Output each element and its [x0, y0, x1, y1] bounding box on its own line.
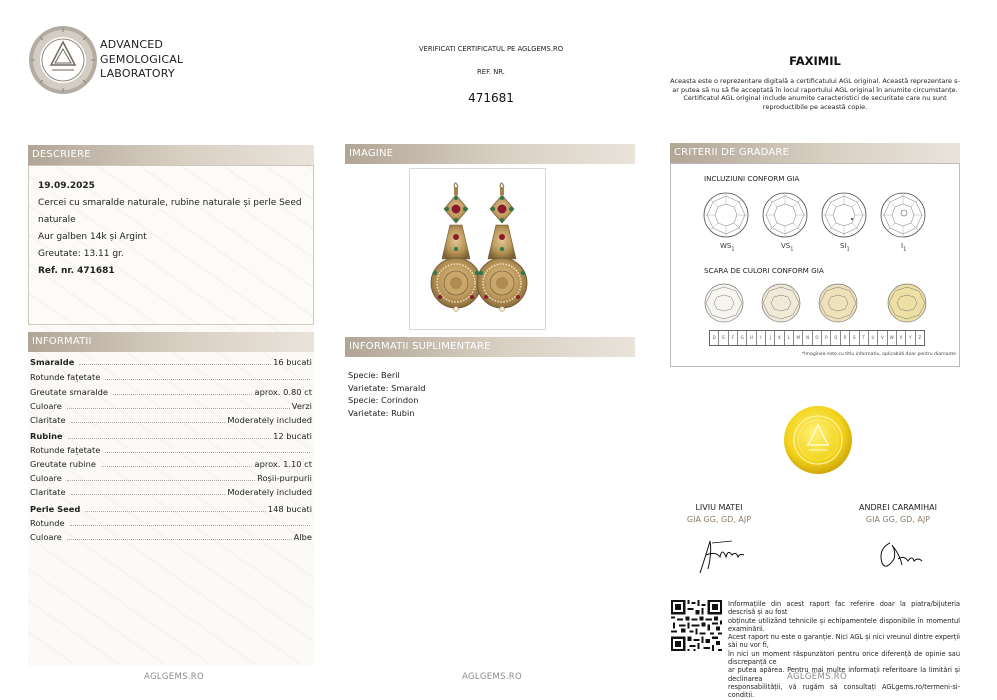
signer-right-name: ANDREI CARAMIHAI: [858, 503, 937, 512]
row-label: Culoare: [30, 473, 62, 483]
lab-name-line2: GEMOLOGICAL: [100, 52, 184, 66]
info-suplimentare-content: [348, 369, 426, 419]
color-scale-cell: I: [757, 331, 766, 345]
table-row: [30, 444, 312, 456]
lab-name: [100, 38, 183, 82]
table-row: [30, 356, 312, 368]
table-row: [30, 371, 312, 383]
color-scale-cell: R: [841, 331, 850, 345]
disclaimer-line6: responsabilității, vă rugăm să consultați AGLgems.ro/termeni-si-conditii.: [728, 682, 960, 700]
color-scale: [709, 330, 925, 346]
table-row: [30, 503, 312, 515]
faximil-text-line2: ar putea să nu să fie acceptată în locul raportului AGL original în anumite circumstanțe.: [672, 85, 958, 94]
disclaimer-line4: în nici un moment răspunzători pentru orice diferență de opinie sau discrepanță ce: [728, 649, 960, 667]
signer-right-title: GIA GG, GD, AJP: [865, 515, 931, 524]
table-row: [30, 486, 312, 498]
disclaimer-text: [728, 600, 960, 700]
qr-code-icon: [671, 600, 722, 651]
descriere-ref: Ref. nr. 471681: [38, 266, 115, 276]
disclaimer-line2: obținute utilizând tehnicile și echipamentele disponibile în momentul examinării.: [728, 616, 960, 633]
clarity-label-vs: $VS_1$: [781, 242, 794, 253]
color-scale-cell: L: [785, 331, 794, 345]
info-sup-line3: Specie: Corindon: [348, 395, 419, 405]
row-label: Rotunde fațetate: [30, 372, 101, 382]
row-label: Smaralde: [30, 357, 75, 367]
descriere-line3: Aur galben 14k și Argint: [38, 232, 147, 242]
row-value: Albe: [293, 532, 312, 542]
color-scale-cell: N: [803, 331, 812, 345]
incluziuni-title: INCLUZIUNI CONFORM GIA: [704, 174, 800, 183]
culori-title: SCARA DE CULORI CONFORM GIA: [704, 266, 824, 275]
clarity-diamonds: [700, 189, 945, 259]
table-row: [30, 517, 312, 529]
row-value: Moderately included: [227, 487, 312, 497]
imagine-header: IMAGINE: [345, 144, 635, 164]
row-value: 148 bucati: [267, 504, 312, 514]
row-value: 12 bucati: [273, 431, 312, 441]
row-label: Culoare: [30, 532, 62, 542]
descriere-line4: Greutate: 13.11 gr.: [38, 249, 124, 259]
disclaimer-line3: Acest raport nu este o garanție. Nici AGL și nici vreunul dintre experții săi nu vor fi,: [728, 633, 960, 650]
color-scale-cell: G: [738, 331, 747, 345]
signature-right: [872, 535, 927, 575]
signature-left-icon: [692, 533, 752, 578]
color-diamonds-icon: [700, 283, 945, 325]
lab-seal-icon: [28, 25, 98, 95]
criterii-footnote: *Imaginea este cu titlu informativ, aplicabilă doar pentru diamante: [801, 352, 956, 357]
row-label: Rubine: [30, 431, 63, 441]
footer-left-link[interactable]: AGLGEMS.RO: [144, 672, 204, 682]
color-diamonds: [700, 283, 945, 325]
signature-right-icon: [872, 535, 927, 575]
descriere-header: DESCRIERE: [28, 145, 314, 165]
ref-label: REF. NR.: [477, 68, 505, 76]
gold-seal: [783, 405, 853, 475]
color-scale-cell: F: [729, 331, 738, 345]
row-label: Greutate rubine: [30, 459, 96, 469]
lab-name-line3: LABORATORY: [100, 67, 175, 80]
color-scale-cell: J: [766, 331, 775, 345]
color-scale-cell: Q: [831, 331, 840, 345]
signature-left: [692, 533, 752, 578]
verify-text: VERIFICATI CERTIFICATUL PE AGLGEMS.RO: [418, 45, 564, 53]
descriere-line1: Cercei cu smaralde naturale, rubine naturale și perle Seed: [38, 198, 302, 208]
criterii-header: CRITERII DE GRADARE: [670, 143, 960, 163]
table-row: [30, 430, 312, 442]
row-value: aprox. 1.10 ct: [254, 459, 312, 469]
row-label: Perle Seed: [30, 504, 81, 514]
faximil-text-line1: Aceasta este o reprezentare digitală a certificatului AGL original. Această reprezentare s-: [670, 77, 960, 85]
row-value: 16 bucati: [273, 357, 312, 367]
clarity-label-i: $I_1$: [901, 242, 907, 253]
table-row: [30, 400, 312, 412]
faximil-title: FAXIMIL: [789, 54, 841, 68]
disclaimer-line5: ar putea apărea. Pentru mai multe informații referitoare la limitări și declinarea: [728, 666, 960, 683]
color-scale-cell: K: [775, 331, 784, 345]
faximil-text-line4: reproductibile pe această copie.: [762, 102, 868, 111]
row-value: Roșii-purpurii: [257, 473, 312, 483]
footer-right-link[interactable]: AGLGEMS.RO: [787, 672, 847, 682]
table-row: [30, 386, 312, 398]
color-scale-cell: H: [747, 331, 756, 345]
color-scale-cell: S: [850, 331, 859, 345]
clarity-label-ws: $WS_1$: [720, 242, 735, 253]
signer-left-name: LIVIU MATEI: [695, 503, 743, 512]
jewelry-image-frame: [409, 168, 546, 330]
faximil-text: [662, 77, 968, 111]
table-row: [30, 531, 312, 543]
descriere-line2: naturale: [38, 215, 76, 225]
row-label: Greutate smaralde: [30, 387, 109, 397]
row-label: Rotunde: [30, 518, 65, 528]
color-scale-cell: D: [710, 331, 719, 345]
table-row: [30, 414, 312, 426]
info-sup-line1: Specie: Beril: [348, 370, 400, 380]
color-scale-cell: P: [822, 331, 831, 345]
row-value: Moderately included: [227, 415, 312, 425]
color-scale-cell: V: [878, 331, 887, 345]
signer-left-title: GIA GG, GD, AJP: [686, 515, 752, 524]
color-scale-cell: W: [888, 331, 897, 345]
lab-name-line1: ADVANCED: [100, 38, 164, 51]
gold-seal-icon: [783, 405, 853, 475]
ref-number: 471681: [468, 91, 514, 105]
row-label: Claritate: [30, 415, 66, 425]
row-value: aprox. 0.80 ct: [254, 387, 312, 397]
row-value: Verzi: [291, 401, 312, 411]
color-scale-cell: E: [719, 331, 728, 345]
color-scale-cell: M: [794, 331, 803, 345]
color-scale-cell: U: [869, 331, 878, 345]
color-scale-cell: Z: [918, 335, 922, 340]
color-scale-cell: Y: [906, 331, 915, 345]
descriere-date: 19.09.2025: [38, 181, 95, 191]
color-scale-cell: T: [860, 331, 869, 345]
info-sup-line2: Varietate: Smarald: [348, 382, 426, 393]
clarity-label-si: $SI_1$: [840, 242, 850, 253]
qr-code[interactable]: [671, 600, 722, 651]
table-row: [30, 458, 312, 470]
disclaimer-line1: Informațiile din acest raport fac referire doar la piatra/bijuteria descrisă și au fost: [728, 600, 960, 617]
clarity-diamonds-icon: [700, 189, 945, 241]
footer-center-link[interactable]: AGLGEMS.RO: [462, 672, 522, 682]
color-scale-cell: O: [813, 331, 822, 345]
info-suplimentare-header: INFORMATII SUPLIMENTARE: [345, 337, 635, 357]
table-row: [30, 472, 312, 484]
descriere-content: [38, 178, 308, 280]
info-sup-line4: Varietate: Rubin: [348, 407, 415, 418]
informatii-header: INFORMATII: [28, 332, 314, 352]
earrings-image: [410, 169, 547, 331]
row-label: Rotunde fațetate: [30, 445, 101, 455]
row-label: Culoare: [30, 401, 62, 411]
color-scale-cell: X: [897, 331, 906, 345]
row-label: Claritate: [30, 487, 66, 497]
lab-logo: [28, 25, 98, 95]
faximil-text-line3: Certificatul AGL original include anumite caracteristici de securitate care nu sunt: [683, 94, 947, 103]
